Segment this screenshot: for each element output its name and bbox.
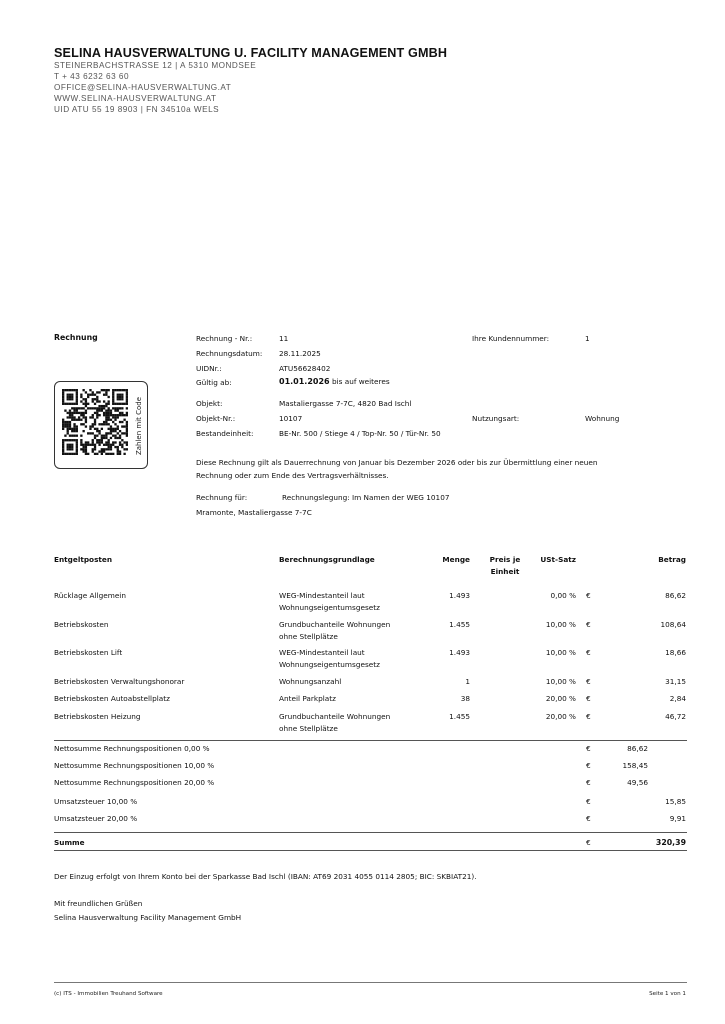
total-line-currency: €: [586, 761, 591, 770]
item-menge: 1.493: [449, 648, 470, 657]
invoice-for-label: Rechnung für:: [196, 493, 248, 502]
uid-value: ATU56628402: [279, 364, 331, 373]
item-grundlage: WEG-Mindestanteil laut: [279, 591, 365, 600]
closing-greeting: Mit freundlichen Grüßen: [54, 899, 143, 908]
col-header-menge: Menge: [442, 555, 470, 564]
item-currency: €: [586, 591, 591, 600]
item-posten: Rücklage Allgemein: [54, 591, 126, 600]
direct-debit-note: Der Einzug erfolgt von Ihrem Konto bei der Sparkasse Bad Ischl (IBAN: AT69 2031 4055 0114 2805; BIC: SKBIAT21).: [54, 872, 477, 881]
unit-value: BE-Nr. 500 / Stiege 4 / Top-Nr. 50 / Tür-Nr. 50: [279, 429, 441, 438]
item-grundlage: Grundbuchanteile Wohnungen: [279, 620, 391, 629]
item-betrag: 31,15: [665, 677, 686, 686]
notice-line-1: Diese Rechnung gilt als Dauerrechnung von Januar bis Dezember 2026 oder bis zur Übermittlung einer neuen: [196, 458, 598, 467]
col-header-betrag: Betrag: [658, 555, 686, 564]
total-line-label: Umsatzsteuer 10,00 %: [54, 797, 138, 806]
item-grundlage: Wohnungseigentumsgesetz: [279, 603, 380, 612]
item-ust: 20,00 %: [545, 694, 576, 703]
item-currency: €: [586, 712, 591, 721]
item-grundlage: Wohnungseigentumsgesetz: [279, 660, 380, 669]
item-betrag: 2,84: [669, 694, 686, 703]
col-header-grundlage: Berechnungsgrundlage: [279, 555, 375, 564]
item-betrag: 18,66: [665, 648, 686, 657]
total-line-label: Nettosumme Rechnungspositionen 0,00 %: [54, 744, 210, 753]
item-menge: 1.455: [449, 712, 470, 721]
col-header-posten: Entgeltposten: [54, 555, 113, 564]
total-line-currency: €: [586, 778, 591, 787]
footer-page: Seite 1 von 1: [649, 991, 686, 997]
item-menge: 1: [465, 677, 470, 686]
item-currency: €: [586, 694, 591, 703]
item-currency: €: [586, 677, 591, 686]
valid-from-suffix: bis auf weiteres: [331, 377, 390, 386]
item-grundlage: WEG-Mindestanteil laut: [279, 648, 365, 657]
item-betrag: 108,64: [660, 620, 686, 629]
invoice-number-label: Rechnung - Nr.:: [196, 334, 253, 343]
company-name: SELINA HAUSVERWALTUNG U. FACILITY MANAGEMENT GMBH: [54, 46, 448, 60]
item-ust: 20,00 %: [545, 712, 576, 721]
customer-number-label: Ihre Kundennummer:: [472, 334, 550, 343]
item-menge: 1.455: [449, 620, 470, 629]
col-header-ust: USt-Satz: [540, 555, 576, 564]
usage-type: Wohnung: [585, 414, 620, 423]
usage-type-label: Nutzungsart:: [472, 414, 520, 423]
total-currency: €: [586, 838, 591, 847]
signature-company: Selina Hausverwaltung Facility Management GmbH: [54, 913, 242, 922]
notice-line-2: Rechnung oder zum Ende des Vertragsverhältnisses.: [196, 471, 389, 480]
item-ust: 10,00 %: [545, 648, 576, 657]
invoice-date: 28.11.2025: [279, 349, 321, 358]
qr-code-graphic: [62, 389, 128, 455]
item-menge: 38: [460, 694, 470, 703]
total-line-label: Umsatzsteuer 20,00 %: [54, 814, 138, 823]
total-line-value: 15,85: [665, 797, 686, 806]
payment-qr-code: [54, 381, 148, 469]
company-uid: UID ATU 55 19 8903 | FN 34510a WELS: [54, 105, 220, 114]
item-menge: 1.493: [449, 591, 470, 600]
col-header-preis-2: Einheit: [490, 567, 520, 576]
item-posten: Betriebskosten Heizung: [54, 712, 141, 721]
total-divider: [54, 832, 687, 833]
object-address: Mastaliergasse 7-7C, 4820 Bad Ischl: [279, 399, 412, 408]
invoice-number: 11: [279, 334, 289, 343]
item-currency: €: [586, 620, 591, 629]
total-line-value: 86,62: [627, 744, 648, 753]
col-header-preis-1: Preis je: [489, 555, 521, 564]
item-ust: 10,00 %: [545, 677, 576, 686]
object-number: 10107: [279, 414, 303, 423]
item-grundlage: Grundbuchanteile Wohnungen: [279, 712, 391, 721]
footer-software: (c) ITS - Immobilien Treuhand Software: [54, 991, 163, 997]
item-posten: Betriebskosten Verwaltungshonorar: [54, 677, 185, 686]
total-label: Summe: [54, 838, 85, 847]
item-grundlage: Wohnungsanzahl: [279, 677, 342, 686]
customer-number: 1: [585, 334, 590, 343]
company-email: OFFICE@SELINA-HAUSVERWALTUNG.AT: [54, 83, 232, 92]
recipient: Mramonte, Mastaliergasse 7-7C: [196, 508, 312, 517]
total-line-label: Nettosumme Rechnungspositionen 10,00 %: [54, 761, 215, 770]
footer-divider: [54, 982, 687, 983]
total-line-currency: €: [586, 797, 591, 806]
company-phone: T + 43 6232 63 60: [54, 72, 130, 81]
item-betrag: 86,62: [665, 591, 686, 600]
item-currency: €: [586, 648, 591, 657]
company-website: WWW.SELINA-HAUSVERWALTUNG.AT: [54, 94, 217, 103]
object-number-label: Objekt-Nr.:: [196, 414, 236, 423]
item-grundlage: ohne Stellplätze: [279, 632, 338, 641]
item-posten: Betriebskosten Autoabstellplatz: [54, 694, 170, 703]
qr-caption: Zahlen mit Code: [135, 396, 143, 456]
total-line-value: 158,45: [622, 761, 648, 770]
item-ust: 10,00 %: [545, 620, 576, 629]
item-posten: Betriebskosten: [54, 620, 109, 629]
total-underline: [54, 850, 687, 851]
total-line-value: 9,91: [669, 814, 686, 823]
billing-entity: Rechnungslegung: Im Namen der WEG 10107: [282, 493, 450, 502]
item-grundlage: Anteil Parkplatz: [279, 694, 336, 703]
valid-from-date: 01.01.2026: [279, 377, 330, 386]
total-line-label: Nettosumme Rechnungspositionen 20,00 %: [54, 778, 215, 787]
valid-from-value: [279, 377, 390, 386]
invoice-date-label: Rechnungsdatum:: [196, 349, 263, 358]
item-posten: Betriebskosten Lift: [54, 648, 123, 657]
total-line-currency: €: [586, 814, 591, 823]
item-betrag: 46,72: [665, 712, 686, 721]
object-label: Objekt:: [196, 399, 223, 408]
item-ust: 0,00 %: [550, 591, 576, 600]
total-line-value: 49,56: [627, 778, 648, 787]
unit-label: Bestandeinheit:: [196, 429, 254, 438]
valid-from-label: Gültig ab:: [196, 378, 232, 387]
total-value: 320,39: [655, 838, 686, 847]
company-address: STEINERBACHSTRASSE 12 | A 5310 MONDSEE: [54, 61, 257, 70]
uid-label: UIDNr.:: [196, 364, 222, 373]
subtotal-divider: [54, 740, 687, 741]
item-grundlage: ohne Stellplätze: [279, 724, 338, 733]
total-line-currency: €: [586, 744, 591, 753]
document-title: Rechnung: [54, 333, 98, 342]
